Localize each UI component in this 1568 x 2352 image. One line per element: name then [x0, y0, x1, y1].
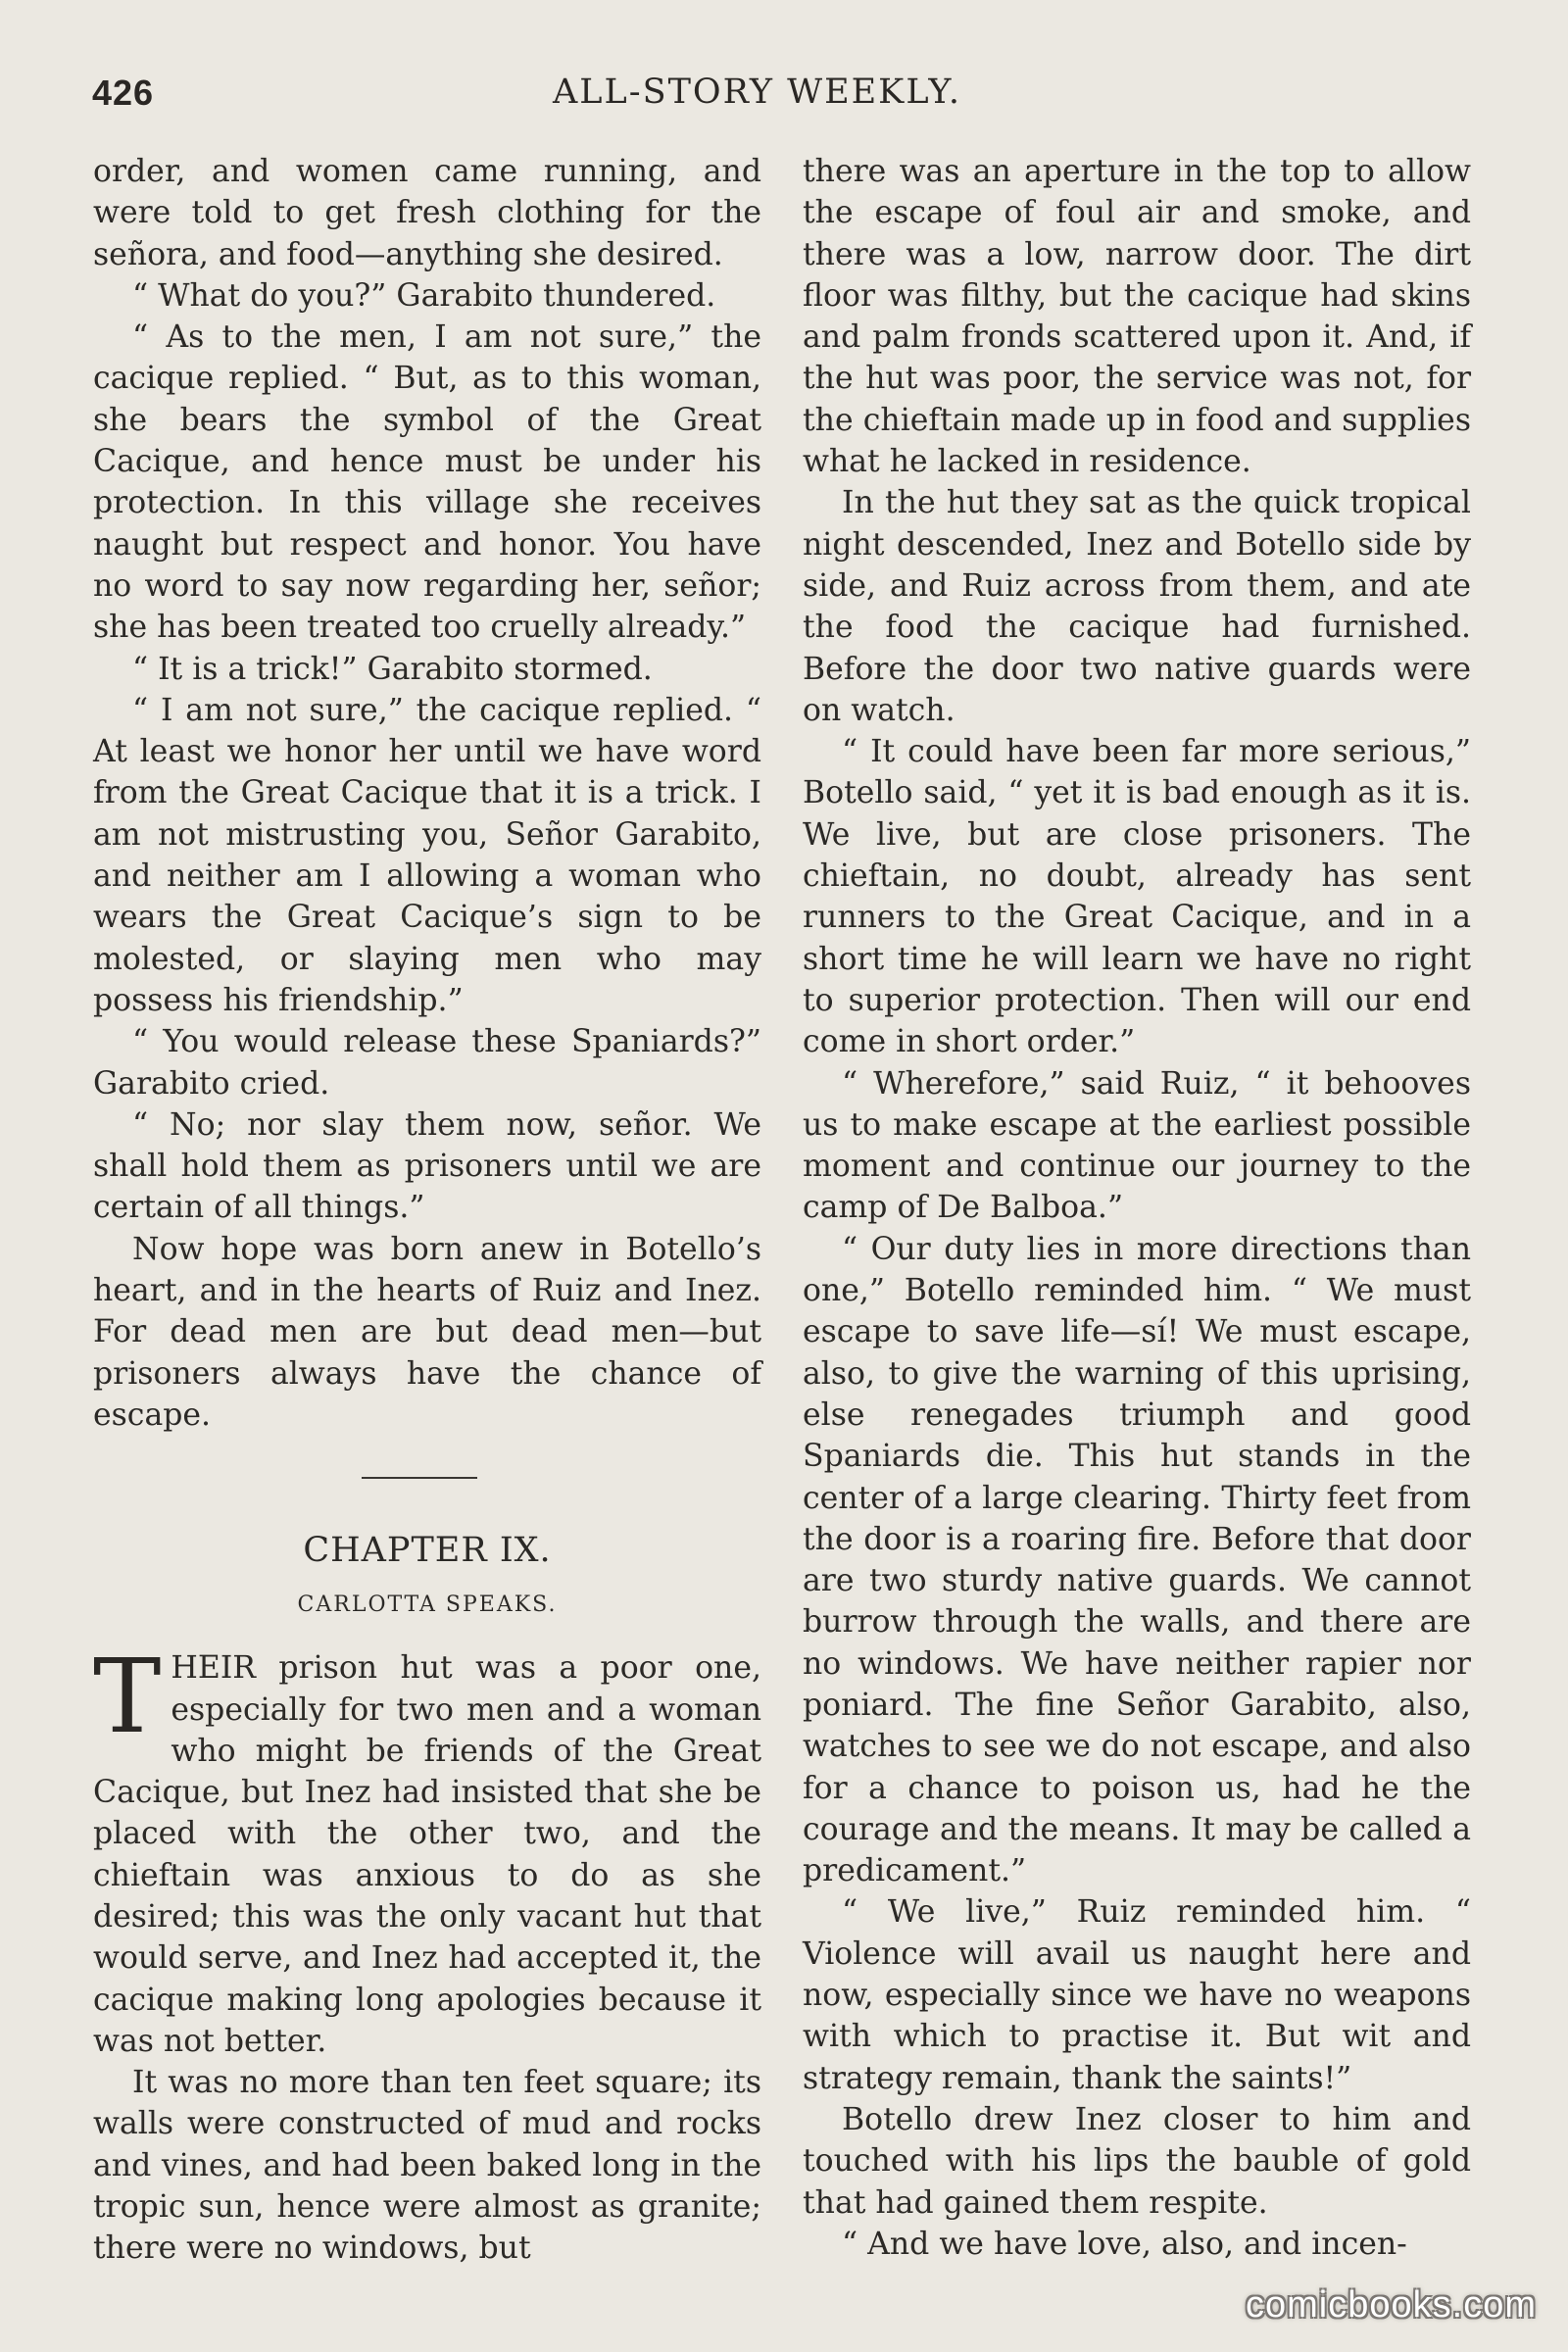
- paragraph: “ Our duty lies in more directions than one,” Botello reminded him. “ We must escape to save life—sí! We must escape, also, to give the warning of this uprising, else renegades triumph and good Spaniards die. This hut stands in the center of a large clearing. Thirty feet from the door is a roaring fire. Before that door are two sturdy native guards. We cannot burrow through the walls, and there are no windows. We have neither rapier nor poniard. The fine Señor Garabito, also, watches to see we do not escape, and also for a chance to poison us, had he the courage and the means. It may be called a predicament.”: [803, 1231, 1471, 1889]
- paragraph: “ We live,” Ruiz reminded him. “ Violence will avail us naught here and now, especially since we have no weapons with which to practise it. But wit and strategy remain, thank the saints!”: [803, 1894, 1471, 2096]
- paragraph: “ What do you?” Garabito thundered.: [132, 277, 716, 314]
- paragraph: there was an aperture in the top to allow the escape of foul air and smoke, and there was a low, narrow door. The dirt floor was filthy, but the cacique had skins and palm fronds scattered upon it. And, if the hut was poor, the service was not, for the chieftain made up in food and supplies what he lacked in residence.: [803, 154, 1471, 480]
- drop-cap: T: [93, 1637, 162, 1757]
- paragraph: “ It is a trick!” Garabito stormed.: [132, 651, 653, 687]
- right-column: [803, 151, 1471, 2265]
- paragraph-text: HEIR prison hut was a poor one, especially for two men and a woman who might be friends of the Great Cacique, but Inez had insisted that she be placed with the other two, and the chieftain was anxious to do as she desired; this was the only vacant hut that would serve, and Inez had accepted it, the cacique making long apologies because it was not better.: [93, 1650, 761, 2059]
- paragraph: Botello drew Inez closer to him and touched with his lips the bauble of gold that had gained them respite.: [803, 2101, 1471, 2221]
- section-divider: [362, 1477, 477, 1479]
- paragraph: “ And we have love, also, and incen-: [842, 2226, 1407, 2262]
- chapter-opening-paragraph: [93, 1637, 761, 2062]
- chapter-title: CHAPTER IX.: [303, 1531, 552, 1571]
- running-head: ALL-STORY WEEKLY.: [553, 73, 962, 112]
- paragraph: “ You would release these Spaniards?” Garabito cried.: [93, 1024, 761, 1102]
- paragraph: “ No; nor slay them now, señor. We shall hold them as prisoners until we are certain of all things.”: [93, 1106, 761, 1226]
- paragraph: order, and women came running, and were told to get fresh clothing for the señora, and food—anything she desired.: [93, 154, 761, 272]
- paragraph: Now hope was born anew in Botello’s heart, and in the hearts of Ruiz and Inez. For dead men are but dead men—but prisoners always have the chance of escape.: [93, 1231, 761, 1433]
- paragraph: It was no more than ten feet square; its walls were constructed of mud and rocks and vines, and had been baked long in the tropic sun, hence were almost as granite; there were no windows, but: [93, 2065, 761, 2267]
- paragraph: “ As to the men, I am not sure,” the cacique replied. “ But, as to this woman, she bears the symbol of the Great Cacique, and hence must be under his protection. In this village she receives naught but respect and honor. You have no word to say now regarding her, señor; she has been treated too cruelly already.”: [93, 319, 761, 646]
- paragraph: “ Wherefore,” said Ruiz, “ it behooves us to make escape at the earliest possible moment and continue our journey to the camp of De Balboa.”: [803, 1065, 1471, 1226]
- page-header: [92, 73, 1474, 120]
- left-column: [93, 151, 761, 2270]
- paragraph: “ It could have been far more serious,” Botello said, “ yet it is bad enough as it is. We live, but are close prisoners. The chieftain, no doubt, already has sent runners to the Great Cacique, and in a short time he will learn we have no right to superior protection. Then will our end come in short order.”: [803, 734, 1471, 1060]
- paragraph: In the hut they sat as the quick tropical night descended, Inez and Botello side by side, and Ruiz across from them, and ate the food the cacique had furnished. Before the door two native guards were on watch.: [803, 485, 1471, 728]
- watermark-logo: comicbooks.com: [1246, 2284, 1537, 2326]
- paragraph: “ I am not sure,” the cacique replied. “ At least we honor her until we have word from the Great Cacique that it is a trick. I am not mistrusting you, Señor Garabito, and neither am I allowing a woman who wears the Great Cacique’s sign to be molested, or slaying men who may possess his friendship.”: [93, 692, 761, 1018]
- chapter-subtitle: CARLOTTA SPEAKS.: [297, 1592, 558, 1618]
- page-number: 426: [92, 73, 155, 113]
